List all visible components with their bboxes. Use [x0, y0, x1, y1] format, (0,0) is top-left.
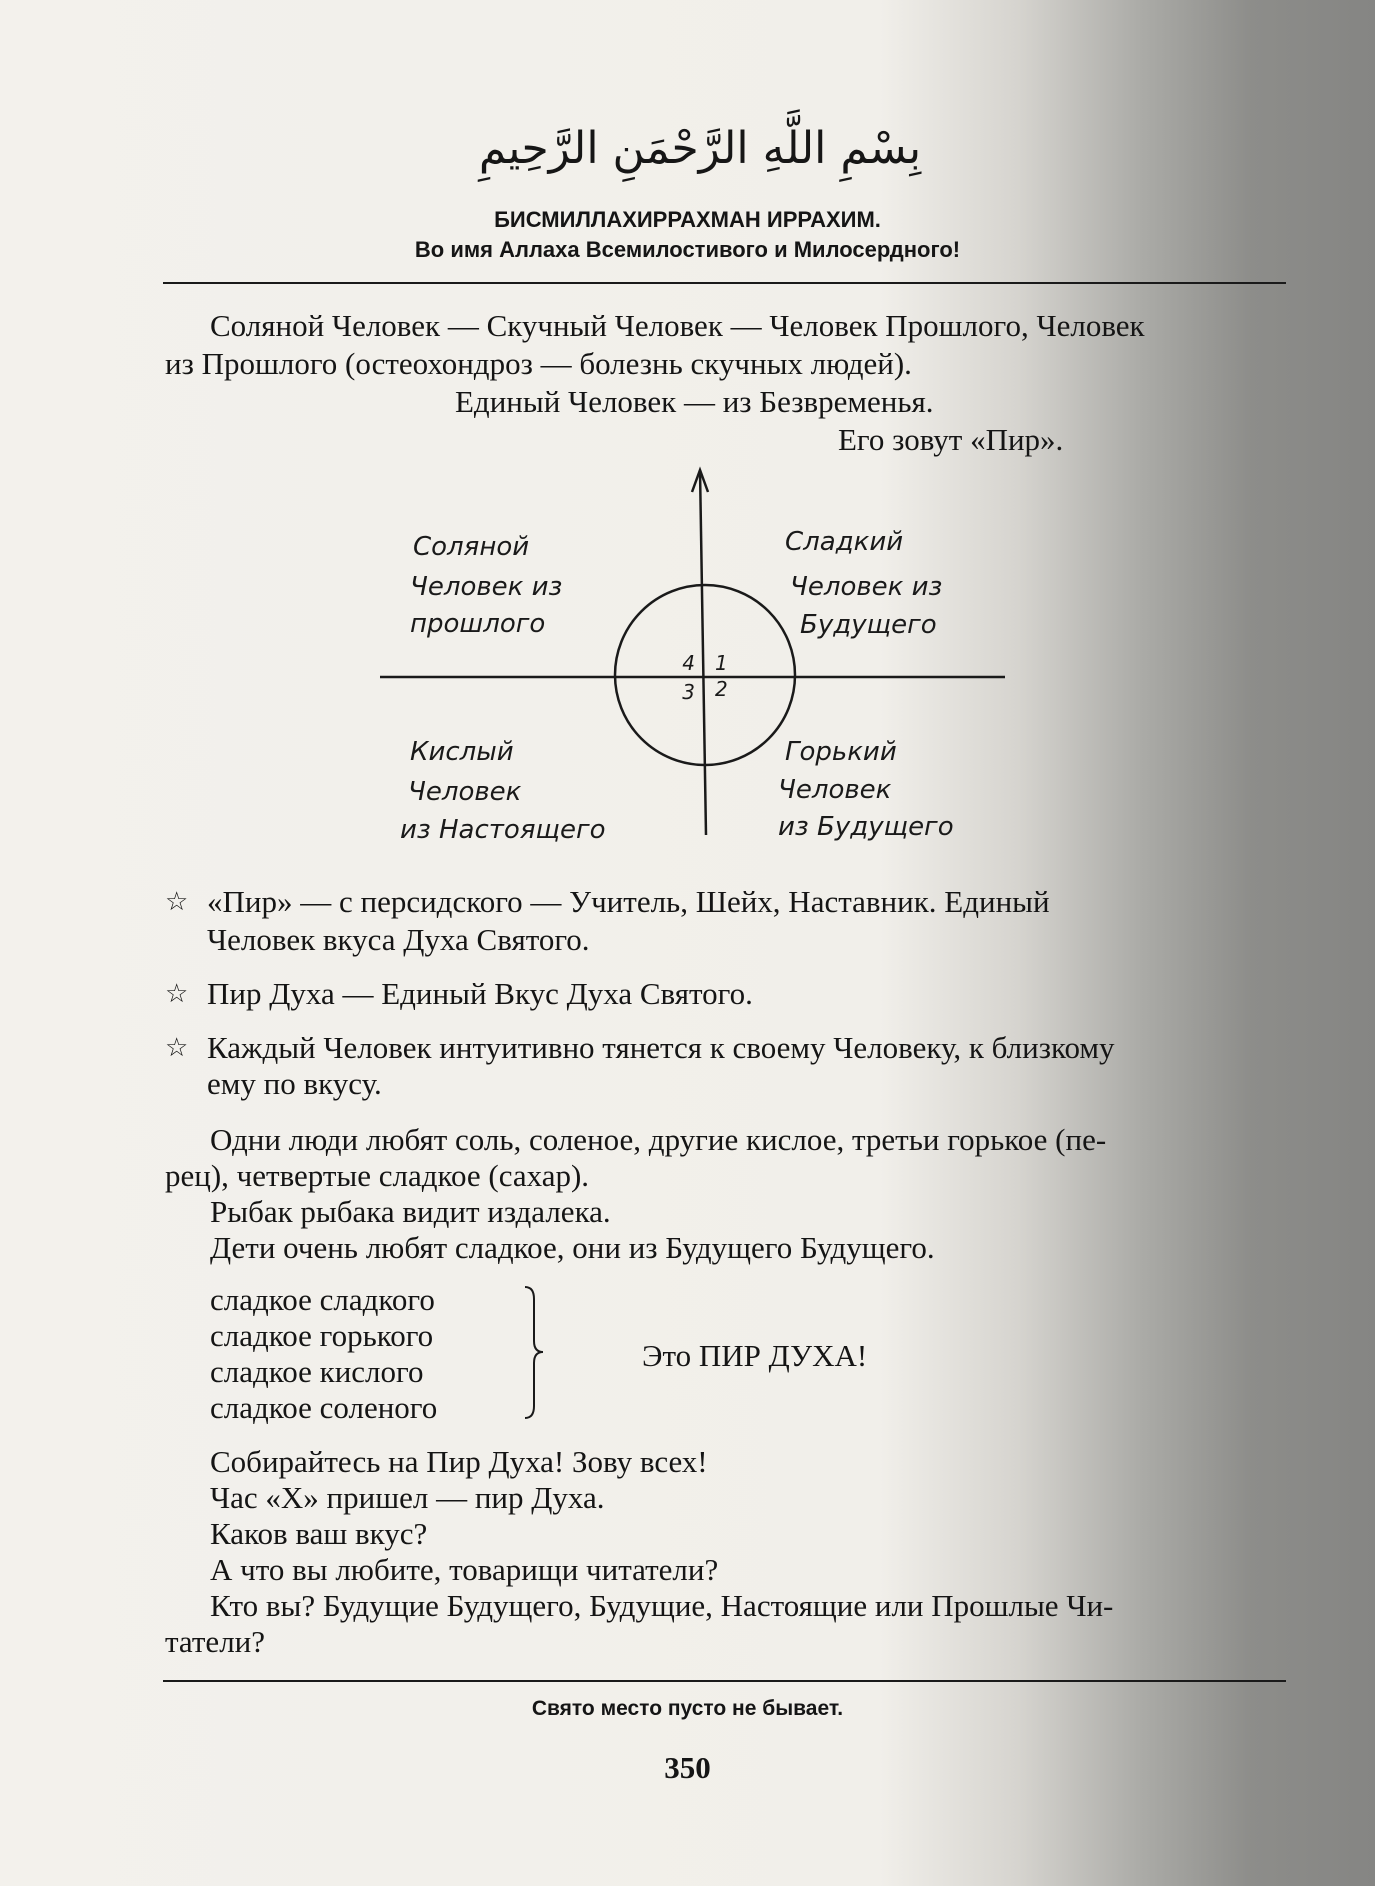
quadrant-number-2: 2 [715, 677, 728, 701]
quadrant-number-4: 4 [682, 651, 695, 675]
star-icon: ☆ [165, 1033, 189, 1062]
calligraphy-text: بِسْمِ اللَّهِ الرَّحْمَنِ الرَّحِيمِ [478, 123, 922, 174]
header-subtitle: Во имя Аллаха Всемилостивого и Милосердного! [414, 237, 961, 262]
q-bottom-left-line-1: Кислый [410, 737, 514, 767]
sweet-list-item-2: сладкое горького [210, 1318, 434, 1353]
intro-line-2: из Прошлого (остеохондроз — болезнь скучных людей). [165, 346, 912, 381]
star-icon: ☆ [165, 887, 189, 916]
q-top-left-line-3: прошлого [410, 609, 546, 639]
right-brace [522, 1285, 546, 1420]
closing-line-3: Каков ваш вкус? [210, 1516, 428, 1551]
bullet-3-line-1: Каждый Человек интуитивно тянется к своему Человеку, к близкому [207, 1030, 1115, 1065]
closing-line-5: Кто вы? Будущие Будущего, Будущие, Настоящие или Прошлые Чи- [210, 1588, 1114, 1623]
q-bottom-left-line-2: Человек [408, 777, 522, 807]
closing-line-6: татели? [165, 1624, 266, 1659]
star-icon: ☆ [165, 979, 189, 1008]
intro-line-1: Соляной Человек — Скучный Человек — Человек Прошлого, Человек [210, 308, 1145, 343]
footer-caption: Свято место пусто не бывает. [531, 1697, 844, 1720]
q-top-right-line-1: Сладкий [785, 527, 904, 557]
closing-line-4: А что вы любите, товарищи читатели? [210, 1552, 719, 1587]
q-top-right-line-3: Будущего [800, 610, 937, 640]
quadrant-number-1: 1 [715, 651, 728, 675]
intro-line-4: Его зовут «Пир». [838, 422, 1064, 457]
page-number: 350 [664, 1750, 711, 1785]
q-bottom-right-line-1: Горький [785, 737, 897, 767]
sweet-list-item-3: сладкое кислого [210, 1354, 424, 1389]
quadrant-number-3: 3 [682, 680, 695, 704]
top-divider [163, 282, 1286, 284]
taste-diagram [380, 470, 1020, 850]
vertical-axis [700, 470, 706, 835]
header-title: БИСМИЛЛАХИРРАХМАН ИРРАХИМ. [494, 207, 881, 232]
q-top-left-line-2: Человек из [410, 572, 563, 602]
closing-line-1: Собирайтесь на Пир Духа! Зову всех! [210, 1444, 708, 1479]
para2-line-2: рец), четвертые сладкое (сахар). [165, 1158, 590, 1193]
q-top-right-line-2: Человек из [790, 572, 943, 602]
bullet-1-line-2: Человек вкуса Духа Святого. [207, 922, 590, 957]
q-bottom-right-line-3: из Будущего [778, 812, 954, 842]
para2-line-3: Рыбак рыбака видит издалека. [210, 1194, 611, 1229]
brace-caption: Это ПИР ДУХА! [642, 1338, 868, 1373]
para2-line-4: Дети очень любят сладкое, они из Будущего Будущего. [210, 1230, 935, 1265]
bismillah-calligraphy [478, 85, 922, 195]
bullet-1-line-1: «Пир» — с персидского — Учитель, Шейх, Наставник. Единый [207, 884, 1050, 919]
sweet-list-item-4: сладкое соленого [210, 1390, 438, 1425]
q-top-left-line-1: Соляной [413, 532, 530, 562]
sweet-list-item-1: сладкое сладкого [210, 1282, 435, 1317]
bullet-2-line-1: Пир Духа — Единый Вкус Духа Святого. [207, 976, 753, 1011]
q-bottom-right-line-2: Человек [778, 775, 892, 805]
para2-line-1: Одни люди любят соль, соленое, другие кислое, третьи горькое (пе- [210, 1122, 1107, 1157]
bullet-3-line-2: ему по вкусу. [207, 1066, 382, 1101]
intro-line-3: Единый Человек — из Безвременья. [455, 384, 934, 419]
bottom-divider [163, 1680, 1286, 1682]
closing-line-2: Час «Х» пришел — пир Духа. [210, 1480, 605, 1515]
q-bottom-left-line-3: из Настоящего [400, 815, 606, 845]
